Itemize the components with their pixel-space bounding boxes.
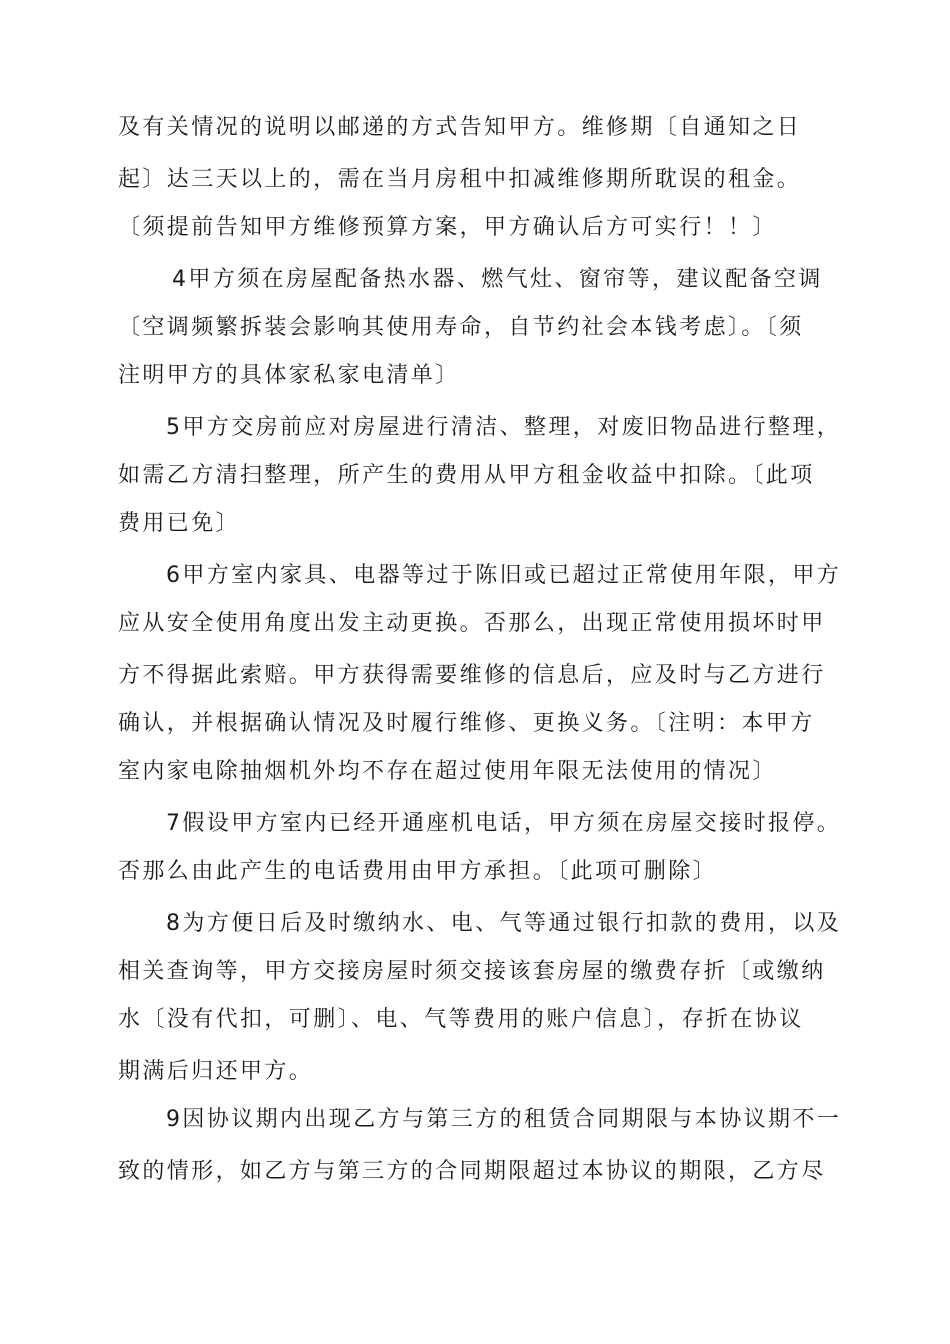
text-line: 费用已免〕 (118, 511, 241, 536)
text-line: 〔须提前告知甲方维修预算方案，甲方确认后方可实行！！〕 (118, 215, 777, 240)
text-line: 起〕达三天以上的，需在当月房租中扣减维修期所耽误的租金。 (118, 167, 802, 192)
text-line: 否那么由此产生的电话费用由甲方承担。〔此项可删除〕 (118, 859, 718, 884)
text-line: 7假设甲方室内已经开通座机电话，甲方须在房屋交接时报停。 (166, 811, 842, 836)
text-line: 注明甲方的具体家私家电清单〕 (118, 363, 460, 388)
text-line: 致的情形，如乙方与第三方的合同期限超过本协议的期限，乙方尽 (118, 1159, 826, 1184)
text-line: 应从安全使用角度出发主动更换。否那么，出现正常使用损坏时甲 (118, 611, 826, 636)
text-line: 4甲方须在房屋配备热水器、燃气灶、窗帘等，建议配备空调 (172, 267, 823, 292)
text-line: 方不得据此索赔。甲方获得需要维修的信息后，应及时与乙方进行 (118, 663, 826, 688)
text-line: 如需乙方清扫整理，所产生的费用从甲方租金收益中扣除。〔此项 (118, 463, 815, 488)
text-line: 确认，并根据确认情况及时履行维修、更换义务。〔注明：本甲方 (118, 711, 815, 736)
text-line: 6甲方室内家具、电器等过于陈旧或已超过正常使用年限，甲方 (166, 563, 842, 588)
text-line: 水〔没有代扣，可删〕、电、气等费用的账户信息〕，存折在协议 (118, 1007, 804, 1032)
text-line: 期满后归还甲方。 (118, 1059, 314, 1084)
text-line: 相关查询等，甲方交接房屋时须交接该套房屋的缴费存折〔或缴纳 (118, 959, 826, 984)
text-line: 及有关情况的说明以邮递的方式告知甲方。维修期〔自通知之日 (118, 115, 802, 140)
text-line: 9因协议期内出现乙方与第三方的租赁合同期限与本协议期不一 (166, 1107, 842, 1132)
text-line: 5甲方交房前应对房屋进行清洁、整理，对废旧物品进行整理， (166, 415, 842, 440)
text-line: 室内家电除抽烟机外均不存在超过使用年限无法使用的情况〕 (118, 759, 777, 784)
text-line: 8为方便日后及时缴纳水、电、气等通过银行扣款的费用，以及 (166, 911, 842, 936)
text-line: 〔空调频繁拆装会影响其使用寿命，自节约社会本钱考虑〕。〔须 (118, 315, 804, 340)
